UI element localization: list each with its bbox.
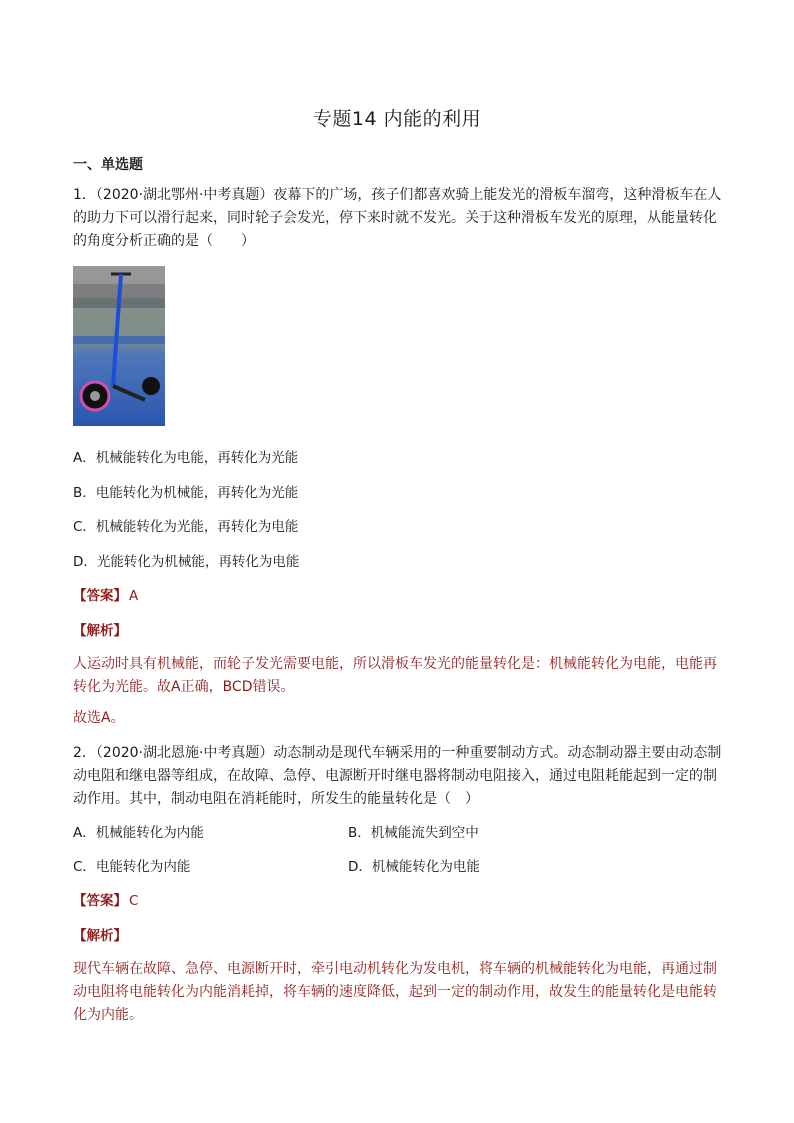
q1-option-a: A．机械能转化为电能，再转化为光能 xyxy=(73,450,299,466)
q1-conclusion: 故选A。 xyxy=(73,710,125,726)
question-1-stem: 1．（2020·湖北鄂州·中考真题）夜幕下的广场，孩子们都喜欢骑上能发光的滑板车溜弯，这种滑板车在人的助力下可以滑行起来，同时轮子会发光，停下来时就不发光。关于这种滑板车发光的原理，从能量转化的角度分析正确的是（ ） xyxy=(73,187,722,249)
q2-option-a: A．机械能转化为内能 xyxy=(73,825,204,841)
answer-label: 【答案】 xyxy=(73,588,127,604)
q1-analysis-label: 【解析】 xyxy=(73,623,127,639)
page-title: 专题14 内能的利用 xyxy=(312,108,482,130)
q1-answer xyxy=(73,584,138,604)
q1-option-c: C．机械能转化为光能，再转化为电能 xyxy=(73,519,299,535)
q2-option-d: D．机械能转化为电能 xyxy=(348,859,480,875)
answer-value: A xyxy=(129,588,139,604)
answer-value: C xyxy=(129,893,139,909)
section-heading: 一、单选题 xyxy=(73,157,143,173)
q2-analysis-label: 【解析】 xyxy=(73,928,127,944)
q2-answer xyxy=(73,889,138,909)
q1-option-d: D．光能转化为机械能，再转化为电能 xyxy=(73,554,300,570)
q2-analysis-text: 现代车辆在故障、急停、电源断开时，牵引电动机转化为发电机，将车辆的机械能转化为电能，再通过制动电阻将电能转化为内能消耗掉，将车辆的速度降低，起到一定的制动作用，故发生的能量转化是电能转化为内能。 xyxy=(73,961,717,1023)
q2-option-b: B．机械能流失到空中 xyxy=(348,825,479,841)
question-2-stem: 2．（2020·湖北恩施·中考真题）动态制动是现代车辆采用的一种重要制动方式。动态制动器主要由动态制动电阻和继电器等组成，在故障、急停、电源断开时继电器将制动电阻接入，通过电阻耗能起到一定的制动作用。其中，制动电阻在消耗能时，所发生的能量转化是（ ） xyxy=(73,745,722,807)
scooter-photo xyxy=(73,266,165,426)
q2-option-c: C．电能转化为内能 xyxy=(73,859,191,875)
q1-analysis-text: 人运动时具有机械能，而轮子发光需要电能，所以滑板车发光的能量转化是：机械能转化为电能，电能再转化为光能。故A正确，BCD错误。 xyxy=(73,656,717,695)
answer-label: 【答案】 xyxy=(73,893,127,909)
q1-option-b: B．电能转化为机械能，再转化为光能 xyxy=(73,485,299,501)
